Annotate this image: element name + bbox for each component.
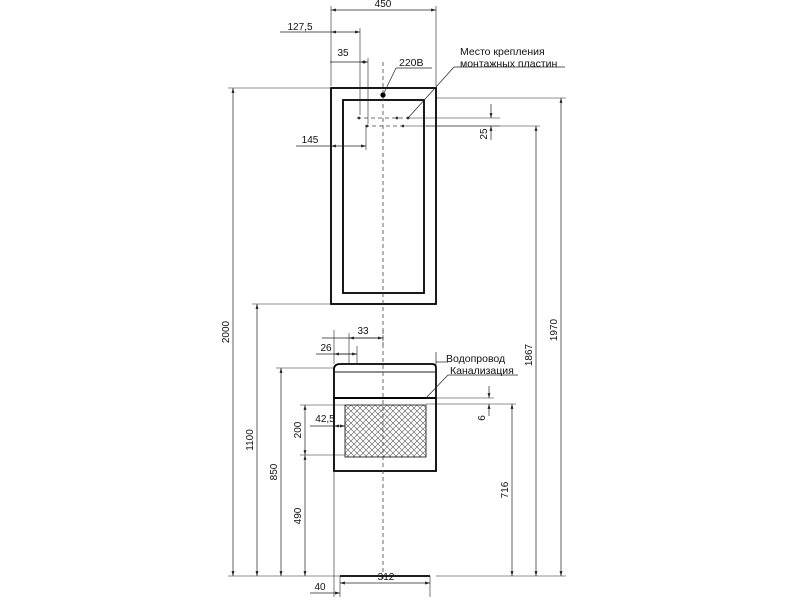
dim-312: 312 bbox=[377, 572, 395, 583]
dim-127-5: 127,5 bbox=[287, 22, 313, 33]
dim-1867: 1867 bbox=[524, 343, 535, 367]
label-sewer: Канализация bbox=[450, 365, 514, 377]
dim-716: 716 bbox=[500, 481, 511, 499]
mount-point bbox=[358, 117, 361, 120]
sink-top bbox=[334, 364, 436, 398]
dim-450: 450 bbox=[374, 0, 392, 10]
right-dimensions bbox=[426, 98, 566, 576]
mirror-inner-frame bbox=[343, 100, 424, 293]
dim-25: 25 bbox=[479, 128, 490, 140]
mirror-outer-frame bbox=[331, 88, 436, 304]
vanity-unit bbox=[334, 330, 436, 580]
dim-1970: 1970 bbox=[549, 318, 560, 342]
label-220v: 220В bbox=[399, 57, 424, 69]
left-dimensions bbox=[221, 88, 345, 576]
dim-490: 490 bbox=[293, 507, 304, 525]
dim-1100: 1100 bbox=[245, 429, 256, 451]
mesh-front-panel bbox=[345, 405, 426, 457]
vanity-top-dimensions bbox=[316, 326, 383, 364]
mount-point bbox=[396, 117, 399, 120]
dim-42-5: 42,5 bbox=[315, 414, 335, 425]
dim-40: 40 bbox=[314, 582, 326, 593]
dim-850: 850 bbox=[269, 463, 280, 481]
dim-35: 35 bbox=[337, 48, 349, 59]
dim-2000: 2000 bbox=[221, 320, 232, 344]
label-mount-line1: Место крепления bbox=[460, 46, 545, 58]
top-dimensions bbox=[280, 0, 565, 150]
label-mount-line2: монтажных пластин bbox=[460, 58, 558, 70]
dim-200: 200 bbox=[293, 421, 304, 439]
mount-point bbox=[402, 125, 405, 128]
dim-6: 6 bbox=[477, 415, 488, 421]
bottom-dimensions bbox=[310, 471, 430, 597]
dim-145: 145 bbox=[301, 135, 319, 146]
label-water-supply: Водопровод bbox=[446, 353, 506, 365]
dim-26: 26 bbox=[320, 343, 332, 354]
dim-33: 33 bbox=[357, 326, 369, 337]
